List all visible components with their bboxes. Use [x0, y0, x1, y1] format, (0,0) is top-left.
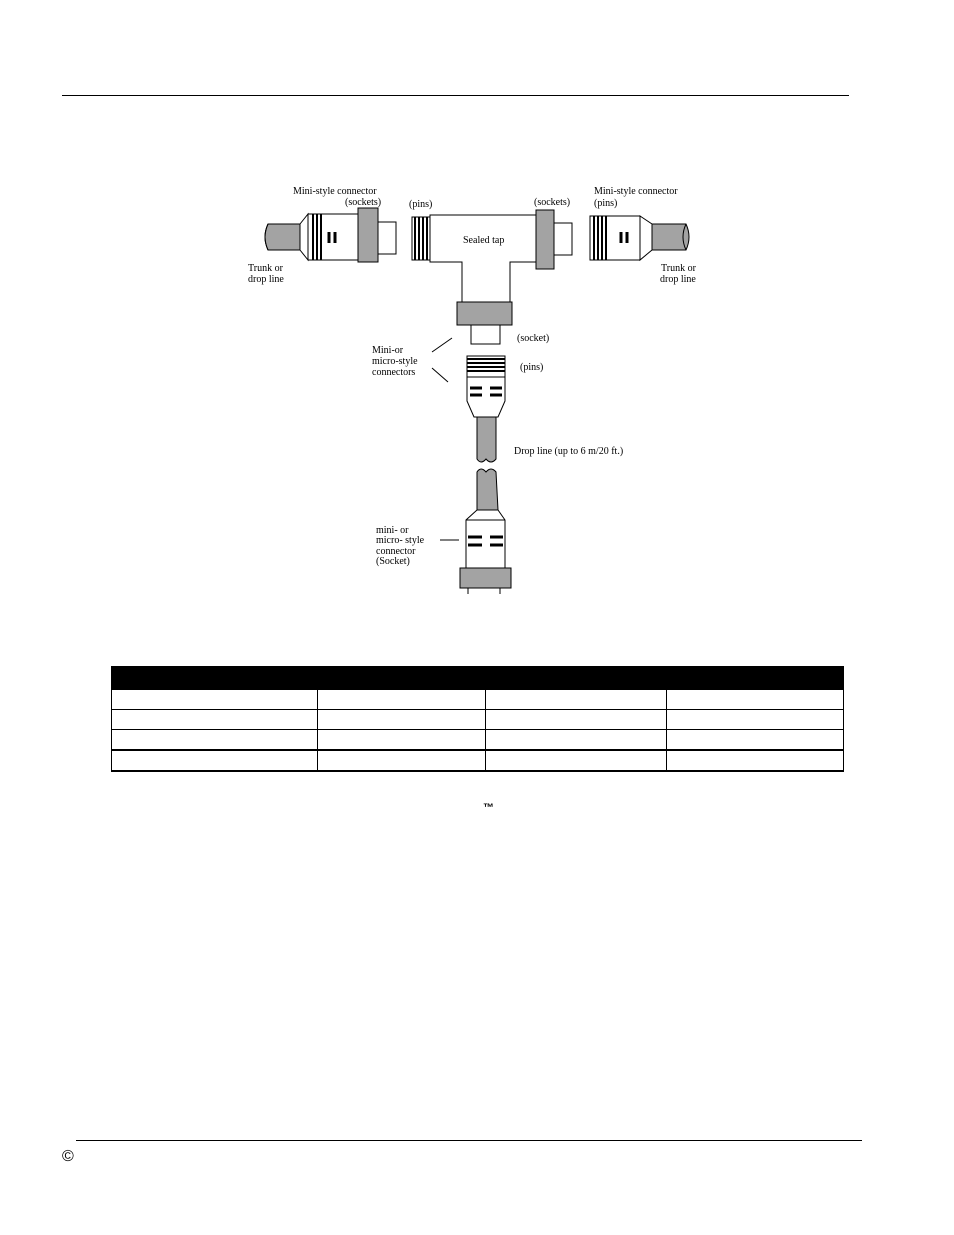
label-left-connector: Mini-style connector — [293, 186, 377, 197]
table-cell — [486, 730, 667, 751]
table-cell — [318, 750, 486, 771]
spec-table-container — [111, 666, 843, 772]
table-cell — [667, 690, 844, 710]
drop-line-pin-connector — [467, 356, 505, 417]
table-cell — [667, 730, 844, 751]
left-trunk-cable — [265, 224, 300, 250]
table-cell — [318, 710, 486, 730]
table-row — [112, 730, 844, 751]
table-row — [112, 750, 844, 771]
label-mini-micro-line3: connectors — [372, 367, 416, 378]
label-bottom-line2: micro- style — [376, 535, 425, 546]
table-header-cell — [112, 667, 318, 690]
label-right-trunk-line1: Trunk or — [661, 263, 696, 274]
table-cell — [112, 730, 318, 751]
label-right-connector: Mini-style connector — [594, 186, 678, 197]
left-mini-connector — [300, 208, 396, 262]
table-row — [112, 690, 844, 710]
label-mini-micro-line2: micro-style — [372, 356, 418, 367]
label-bottom-line3: connector — [376, 546, 416, 557]
table-cell — [486, 750, 667, 771]
label-bottom-line1: mini- or — [376, 525, 409, 536]
table-cell — [112, 690, 318, 710]
table-cell — [112, 710, 318, 730]
table-cell — [486, 690, 667, 710]
table-cell — [667, 710, 844, 730]
right-trunk-cable — [652, 224, 689, 250]
label-left-trunk-line1: Trunk or — [248, 263, 283, 274]
label-left-sockets: (sockets) — [345, 197, 382, 208]
table-cell — [667, 750, 844, 771]
leader-lines — [432, 338, 459, 540]
label-sealed-tap: Sealed tap — [463, 235, 505, 246]
bottom-socket-connector — [460, 510, 511, 594]
label-socket: (socket) — [517, 333, 550, 344]
label-right-trunk-line2: drop line — [660, 274, 696, 285]
trademark-symbol: ™ — [483, 802, 494, 814]
table-header-cell — [318, 667, 486, 690]
table-cell — [318, 730, 486, 751]
label-tee-pins: (pins) — [409, 199, 433, 210]
label-bottom-line4: (Socket) — [376, 556, 410, 567]
table-header-cell — [667, 667, 844, 690]
label-right-pins: (pins) — [594, 198, 618, 209]
table-header-cell — [486, 667, 667, 690]
sealed-tap-body — [412, 210, 572, 344]
copyright-symbol: © — [62, 1148, 74, 1165]
table-header-row — [112, 667, 844, 690]
label-pins: (pins) — [520, 362, 544, 373]
label-tee-sockets: (sockets) — [534, 197, 571, 208]
footer-rule — [76, 1140, 862, 1141]
label-drop-line: Drop line (up to 6 m/20 ft.) — [514, 446, 624, 457]
label-left-trunk-line2: drop line — [248, 274, 284, 285]
drop-line-cable — [477, 417, 498, 510]
table-row — [112, 710, 844, 730]
spec-table — [111, 666, 844, 772]
label-mini-micro-line1: Mini-or — [372, 345, 404, 356]
table-cell — [318, 690, 486, 710]
right-mini-connector — [590, 216, 652, 260]
table-cell — [486, 710, 667, 730]
table-cell — [112, 750, 318, 771]
